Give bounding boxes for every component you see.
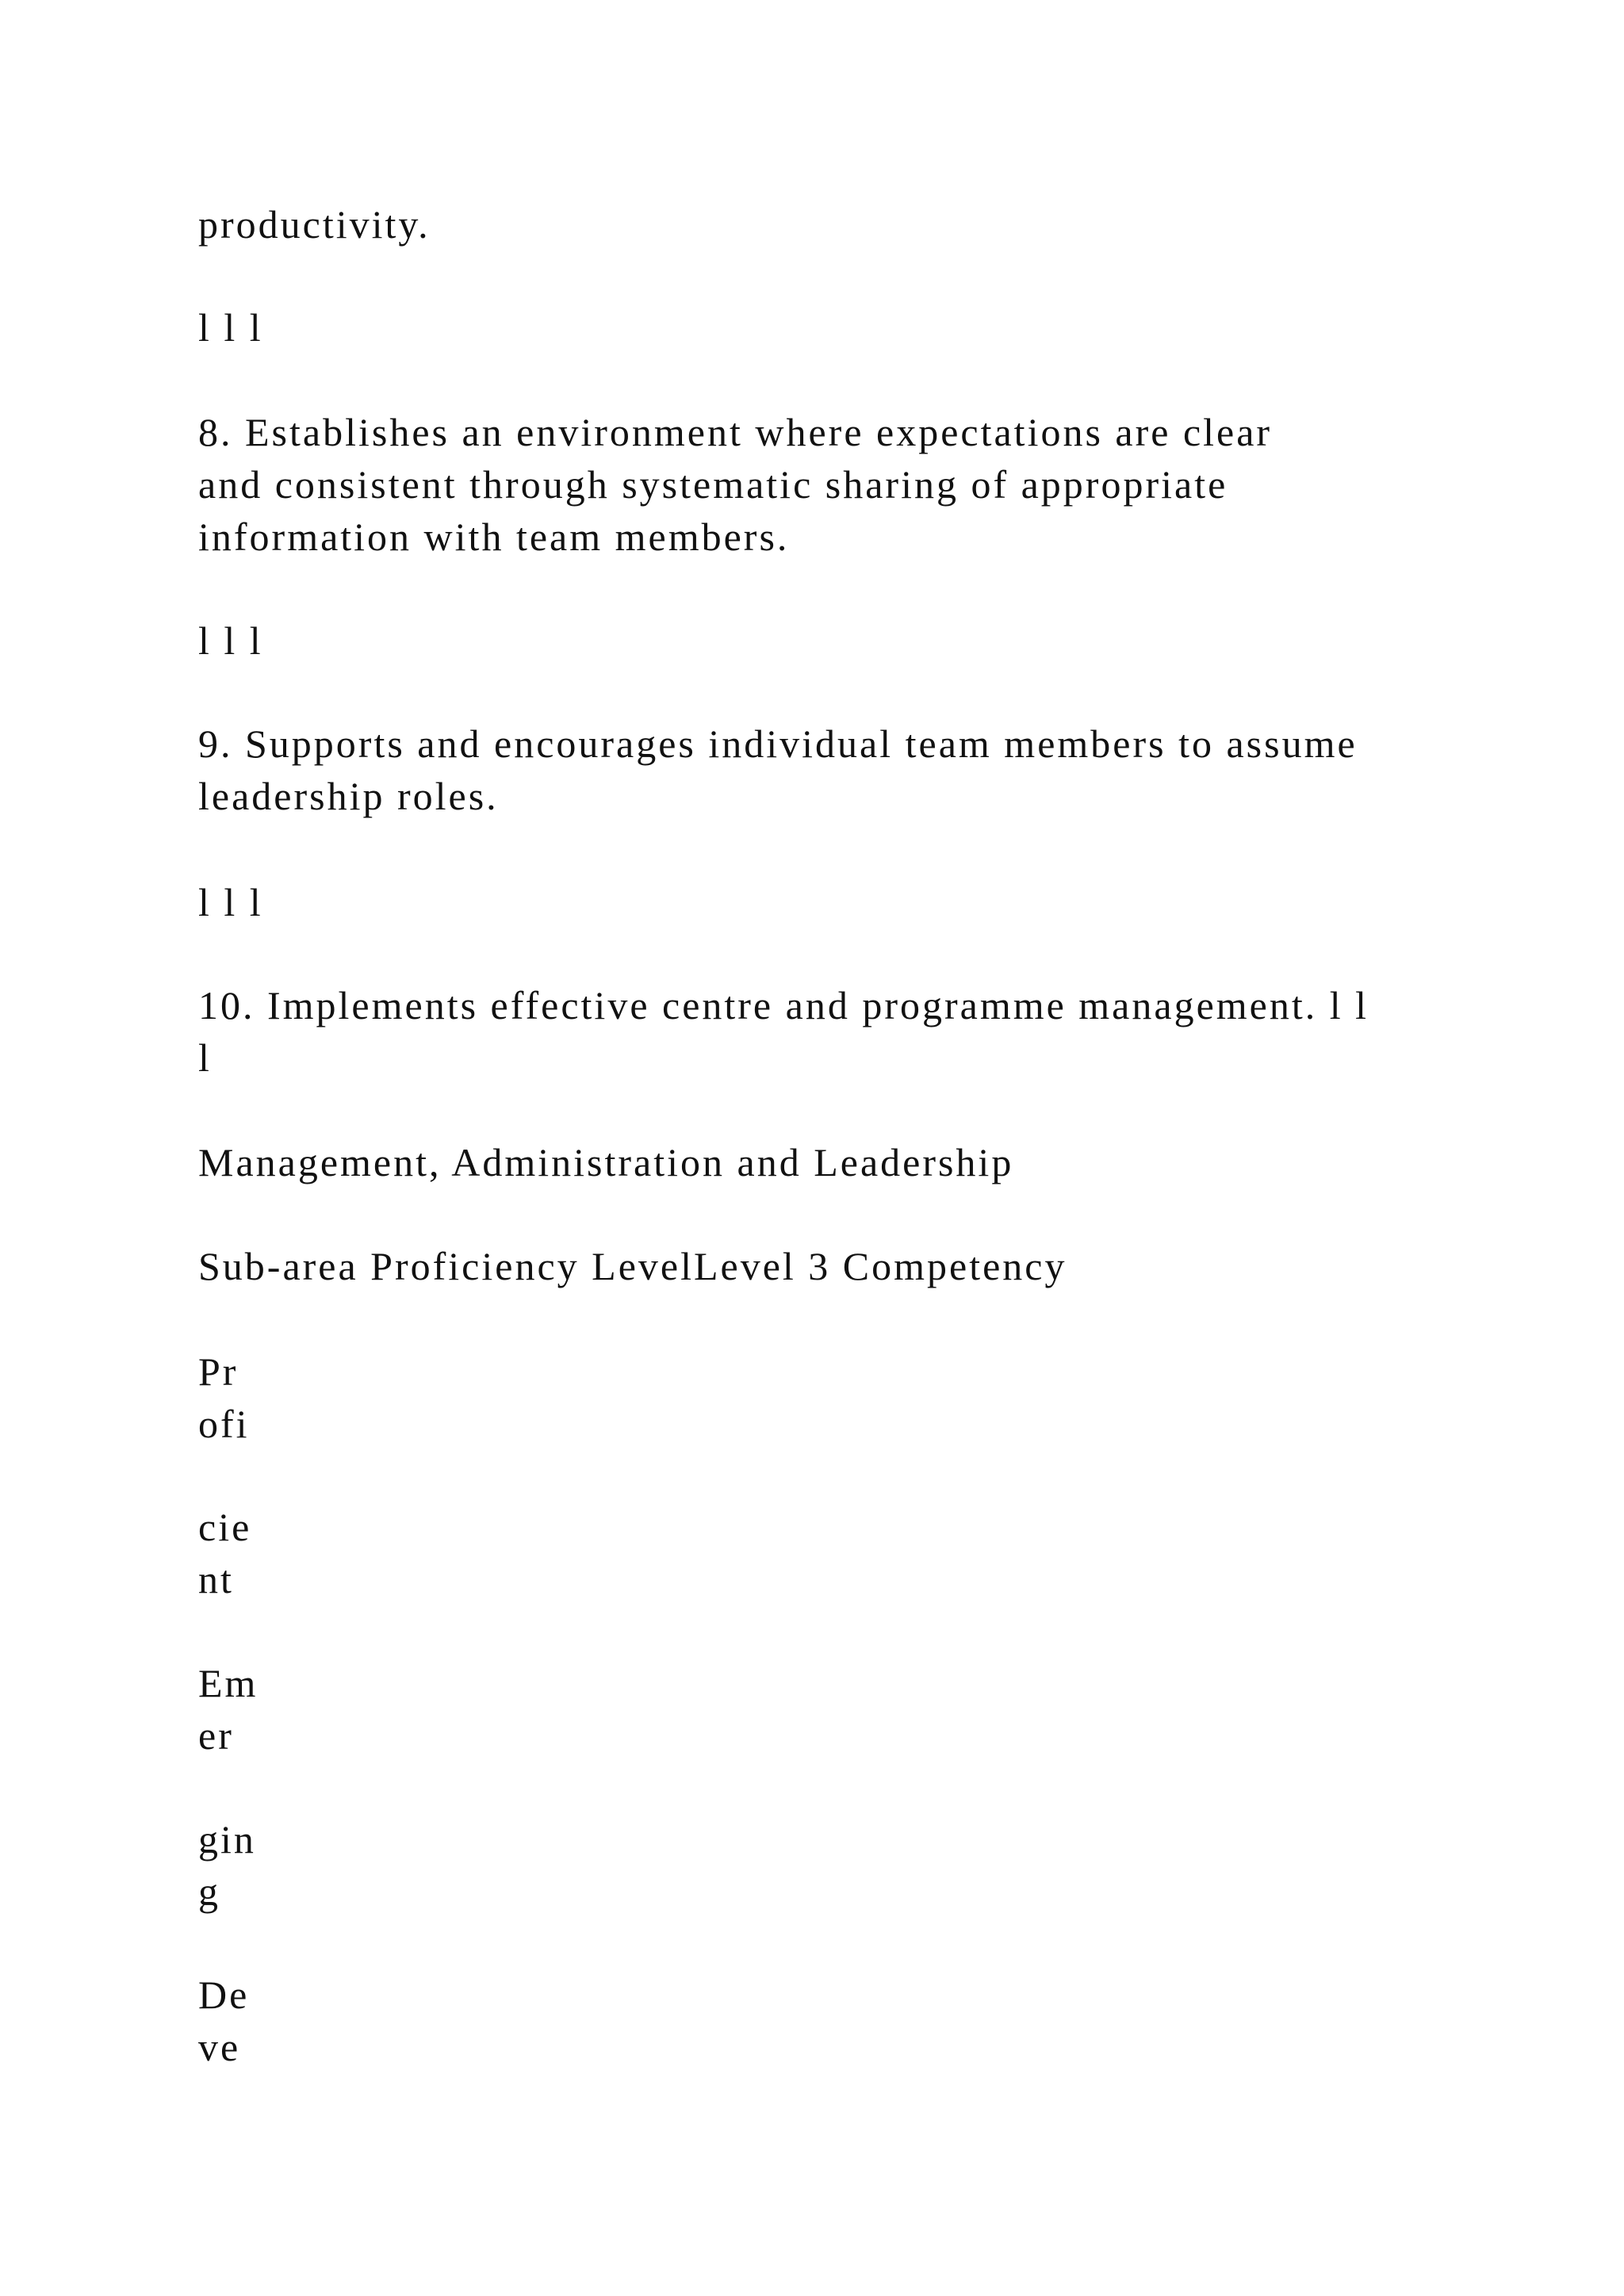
item-8-line-2: and consistent through systematic sharing of appropriate xyxy=(198,462,1228,507)
item-9-line-1: 9. Supports and encourages individual team members to assume xyxy=(198,721,1358,766)
fragment-text: g xyxy=(198,1869,220,1914)
fragment-text: De xyxy=(198,1973,250,2017)
competency-item-10 xyxy=(198,979,1369,1084)
rating-marks: l l l xyxy=(198,880,263,924)
fragment-text: cie xyxy=(198,1505,252,1549)
item-8-line-3: information with team members. xyxy=(198,515,790,559)
rating-marks: l l l xyxy=(198,618,263,663)
fragment-text: Em xyxy=(198,1661,259,1705)
fragment-text: ofi xyxy=(198,1402,250,1446)
table-header: Sub-area Proficiency LevelLevel 3 Competency xyxy=(198,1244,1067,1288)
fragment-text: er xyxy=(198,1713,234,1758)
fragment-text: gin xyxy=(198,1817,256,1862)
fragment-group xyxy=(198,1969,249,2073)
item-8-line-1: 8. Establishes an environment where expectations are clear xyxy=(198,410,1273,454)
rating-marks: l l l xyxy=(198,305,263,350)
item-9-line-2: leadership roles. xyxy=(198,774,499,818)
fragment-text: ve xyxy=(198,2025,241,2069)
fragment-group xyxy=(198,1813,256,1918)
competency-item-9 xyxy=(198,718,1358,822)
fragment-group xyxy=(198,1501,251,1605)
text-productivity: productivity. xyxy=(198,202,431,247)
competency-item-8 xyxy=(198,406,1272,563)
fragment-text: Pr xyxy=(198,1349,239,1394)
fragment-text: nt xyxy=(198,1557,234,1601)
fragment-group xyxy=(198,1345,250,1450)
section-title: Management, Administration and Leadership xyxy=(198,1140,1014,1184)
item-10-line-1: 10. Implements effective centre and programme management. l l xyxy=(198,983,1369,1027)
fragment-group xyxy=(198,1657,258,1762)
item-10-line-2: l xyxy=(198,1035,212,1080)
